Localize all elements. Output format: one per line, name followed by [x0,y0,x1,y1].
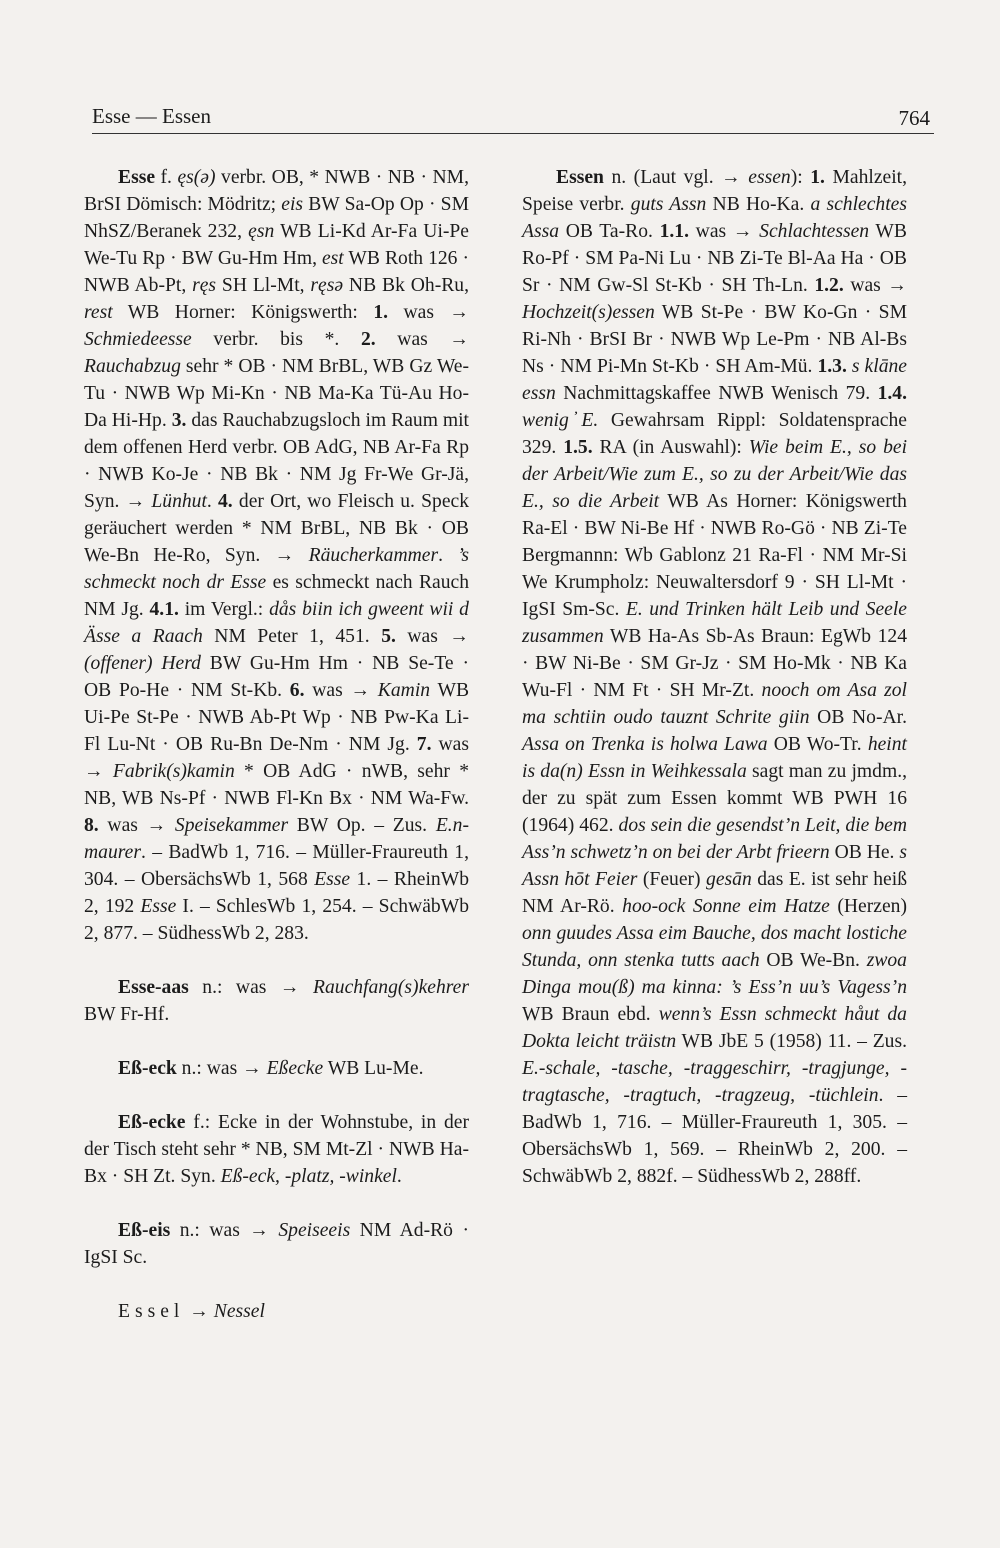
entry-ess-eis: Eß-eis n.: was → Speiseeis NM Ad-Rö · IgSI Sc. [84,1220,469,1268]
right-column [522,164,907,1190]
entry-ess-eck: Eß-eck n.: was → Eßecke WB Lu-Me. [118,1058,424,1079]
entry-esse-aas: Esse-aas n.: was → Rauchfang(s)kehrer BW Fr-Hf. [84,977,469,1025]
entry-ess-ecke: Eß-ecke f.: Ecke in der Wohnstube, in der der Tisch steht sehr * NB, SM Mt-Zl · NWB Ha-Bx · SH Zt. Syn. Eß-eck, -platz, -winkel. [84,1112,469,1187]
running-head-title: Esse — Essen [92,104,211,128]
entry-esse: Esse f. ęs(ə) verbr. OB, * NWB · NB · NM, BrSI Dömisch: Mödritz; eis BW Sa-Op Op · SM NhSZ/Beranek 232, ęsn WB Li-Kd Ar-Fa Ui-Pe We-Tu Rp · BW Gu-Hm Hm, est WB Roth 126 · NWB Ab-Pt, ręs SH Ll-Mt, ręsə NB Bk Oh-Ru, rest WB Horner: Königswerth: 1. was → Schmiedeesse verbr. bis *. 2. was → Rauchabzug sehr * OB · NM BrBL, WB Gz We-Tu · NWB Wp Mi-Kn · NB Ma-Ka Tü-Au Ho-Da Hi-Hp. 3. das Rauchabzugsloch im Raum mit dem offenen Herd verbr. OB AdG, NB Ar-Fa Rp · NWB Ko-Je · NB Bk · NM Jg Fr-We Gr-Jä, Syn. → Lünhut. 4. der Ort, wo Fleisch u. Speck geräuchert werden * NM BrBL, NB Bk · OB We-Bn He-Ro, Syn. → Räucherkammer. ’s schmeckt noch dr Esse es schmeckt nach Rauch NM Jg. 4.1. im Vergl.: dås biin ich gweent wii d Ässe a Raach NM Peter 1, 451. 5. was → (offener) Herd BW Gu-Hm Hm · NB Se-Te · OB Po-He · NM St-Kb. 6. was → Kamin WB Ui-Pe St-Pe · NWB Ab-Pt Wp · NB Pw-Ka Li-Fl Lu-Nt · OB Ru-Bn De-Nm · NM Jg. 7. was → Fabrik(s)kamin * OB AdG · nWB, sehr * NB, WB Ns-Pf · NWB Fl-Kn Bx · NM Wa-Fw. 8. was → Speisekammer BW Op. – Zus. E.n-maurer. – BadWb 1, 716. – Müller-Fraureuth 1, 304. – ObersächsWb 1, 568 Esse 1. – RheinWb 2, 192 Esse I. – SchlesWb 1, 254. – SchwäbWb 2, 877. – SüdhessWb 2, 283. [84,167,470,944]
left-column [84,164,469,1325]
page-number: 764 [898,106,930,130]
entry-essel: Essel → Nessel [118,1301,265,1322]
header-rule [92,133,934,134]
page-header [92,104,934,134]
entry-essen: Essen n. (Laut vgl. → essen): 1. Mahlzeit, Speise verbr. guts Assn NB Ho-Ka. a schlechtes Assa OB Ta-Ro. 1.1. was → Schlachtessen WB Ro-Pf · SM Pa-Ni Lu · NB Zi-Te Bl-Aa Ha · OB Sr · NM Gw-Sl St-Kb · SH Th-Ln. 1.2. was → Hochzeit(s)essen WB St-Pe · BW Ko-Gn · SM Ri-Nh · BrSI Br · NWB Wp Le-Pm · NB Al-Bs Ns · NM Pi-Mn St-Kb · SH Am-Mü. 1.3. s klāne essn Nachmittagskaffee NWB Wenisch 79. 1.4. wenig ̓E. Gewahrsam Rippl: Soldatensprache 329. 1.5. RA (in Auswahl): Wie beim E., so bei der Arbeit/Wie zum E., so zu der Arbeit/Wie das E., so die Arbeit WB As Horner: Königswerth Ra-El · BW Ni-Be Hf · NWB Ro-Gö · NB Zi-Te Bergmannn: Wb Gablonz 21 Ra-Fl · NM Mr-Si We Krumpholz: Neuwaltersdorf 9 · SH Ll-Mt · IgSI Sm-Sc. E. und Trinken hält Leib und Seele zusammen WB Ha-As Sb-As Braun: EgWb 124 · BW Ni-Be · SM Gr-Jz · SM Ho-Mk · NB Ka Wu-Fl · NM Ft · SH Mr-Zt. nooch om Asa zol ma schtiin oudo tauznt Schrite giin OB No-Ar. Assa on Trenka is holwa Lawa OB Wo-Tr. heint is da(n) Essn in Weihkessala sagt man zu jmdm., der zu spät zum Essen kommt WB PWH 16 (1964) 462. dos sein die gesendst’n Leit, die bem Ass’n schwetz’n on bei der Arbt frieern OB He. s Assn hōt Feier (Feuer) gesān das E. ist sehr heiß NM Ar-Rö. hoo-ock Sonne eim Hatze (Herzen) onn guudes Assa eim Bauche, dos macht lostiche Stunda, onn stenka tutts aach OB We-Bn. zwoa Dinga mou(ß) ma kinna: ’s Ess’n uu’s Vagess’n WB Braun ebd. wenn’s Essn schmeckt håut da Dokta leicht träistn WB JbE 5 (1958) 11. – Zus. E.-schale, -tasche, -traggeschirr, -tragjunge, -tragtasche, -tragtuch, -tragzeug, -tüchlein. – BadWb 1, 716. – Müller-Fraureuth 1, 305. – ObersächsWb 1, 569. – RheinWb 2, 200. – SchwäbWb 2, 882f. – SüdhessWb 2, 288ff. [522,167,908,1187]
